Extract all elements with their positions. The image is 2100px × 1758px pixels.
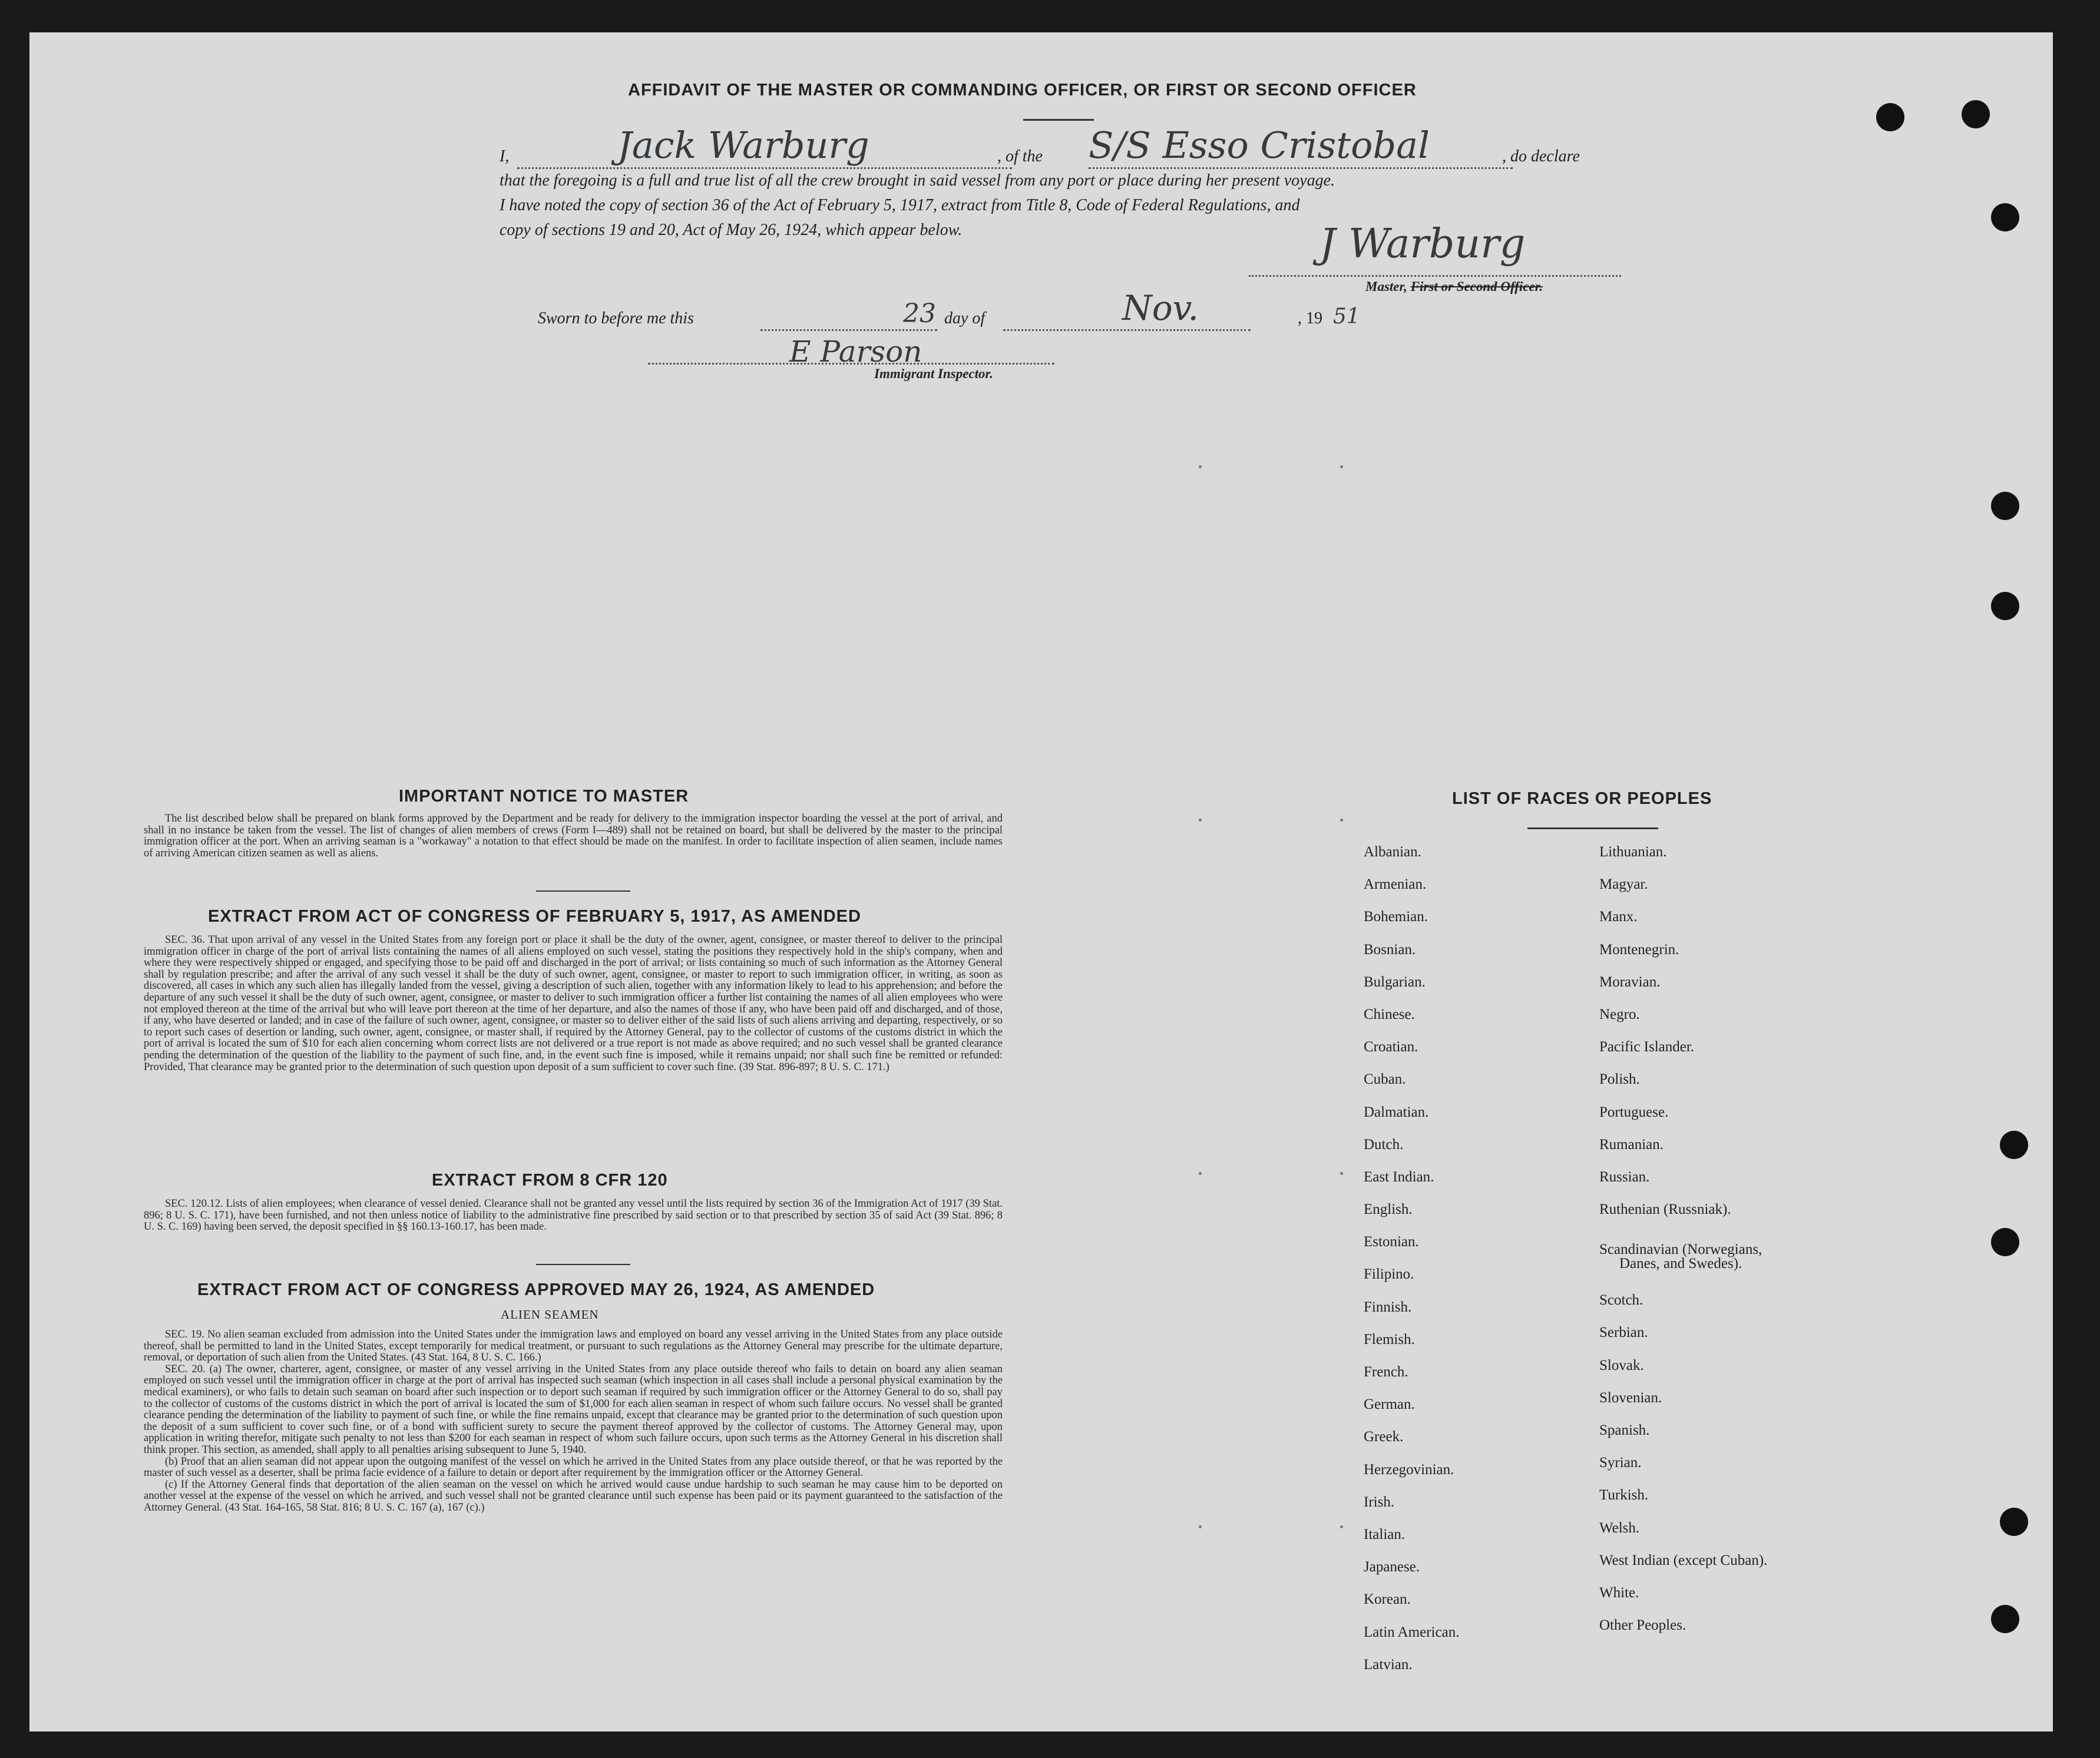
race-item: Slovenian. — [1599, 1389, 1662, 1406]
race-item: Slovak. — [1599, 1357, 1644, 1373]
races-left-column — [1364, 843, 1588, 1689]
race-item: Pacific Islander. — [1599, 1039, 1695, 1055]
race-item: Syrian. — [1599, 1455, 1642, 1471]
race-item: Japanese. — [1364, 1559, 1420, 1575]
race-item: Greek. — [1364, 1429, 1404, 1445]
declarant-handwritten: Jack Warburg — [617, 124, 869, 167]
race-item: Other Peoples. — [1599, 1617, 1686, 1634]
race-item: Bosnian. — [1364, 941, 1416, 958]
race-item — [1599, 1233, 1870, 1292]
scan-mark — [1340, 819, 1343, 822]
race-item: Chinese. — [1364, 1006, 1415, 1022]
race-item: Latin American. — [1364, 1624, 1460, 1640]
scan-mark — [1199, 1525, 1202, 1528]
scan-mark — [1199, 465, 1202, 468]
declaration-line-1: that the foregoing is a full and true list of all the crew brought in said vessel from any port or place during her present voyage. — [500, 171, 1335, 190]
race-item: Cuban. — [1364, 1071, 1406, 1088]
race-item: Irish. — [1364, 1494, 1395, 1510]
race-item: Rumanian. — [1599, 1136, 1664, 1153]
struck-officer-label: First or Second Officer. — [1410, 279, 1543, 294]
divider — [536, 890, 630, 892]
race-item: Russian. — [1599, 1168, 1650, 1185]
sworn-month-handwritten: Nov. — [1122, 288, 1199, 328]
section-20b-paragraph: (b) Proof that an alien seaman did not appear upon the outgoing manifest of the vessel on which he arrived in the United States from any place outside thereof, or that he was reported by the master of such vessel as a deserter, shall be prima facie evidence of a failure to detain or deport after requirement by the immigration officer or the Attorney General. — [144, 1455, 1003, 1479]
race-item: Montenegrin. — [1599, 941, 1679, 958]
race-item: Estonian. — [1364, 1234, 1419, 1250]
race-item: Filipino. — [1364, 1266, 1414, 1283]
inspector-signature-handwritten: E Parson — [789, 335, 922, 369]
notice-title: IMPORTANT NOTICE TO MASTER — [399, 787, 689, 806]
notice-paragraph: The list described below shall be prepared on blank forms approved by the Department and be ready for delivery to the immigration inspector boarding the vessel at the port of arrival, and shall in no instance be taken from the vessel. The list of changes of alien members of crews (Form I—489) shall not be retained on board, but shall be delivered by the master to the principal immigration officer at the port. When an arriving seaman is a "workaway" a notation to that effect should be made on the manifest. In order to facilitate inspection of alien seamen, include names of arriving American citizen seamen as well as aliens. — [144, 813, 1003, 859]
do-declare-label: , do declare — [1502, 147, 1580, 165]
extract-1924-text — [144, 1329, 1003, 1514]
punch-hole — [1876, 103, 1904, 131]
sworn-day-handwritten: 23 — [903, 299, 936, 329]
race-item: Armenian. — [1364, 876, 1427, 893]
master-signature-handwritten: J Warburg — [1319, 221, 1526, 267]
alien-seamen-subtitle: ALIEN SEAMEN — [501, 1307, 599, 1322]
race-item: Scotch. — [1599, 1292, 1643, 1309]
section-120-12-paragraph: SEC. 120.12. Lists of alien employees; when clearance of vessel denied. Clearance shall not be granted any vessel until the lists required by section 36 of the Immigration Act of 1917 (39 Stat. 896; 8 U. S. C. 171), have been furnished, and not then unless notice of liability to the administrative fine prescribed by said section or to that prescribed by section 35 of said Act (39 Stat. 896; 8 U. S. C. 169) having been served, the deposit specified in §§ 160.13-160.17, has been made. — [144, 1198, 1003, 1233]
race-item: French. — [1364, 1364, 1408, 1380]
race-item: East Indian. — [1364, 1168, 1434, 1185]
sworn-label: Sworn to before me this — [538, 309, 694, 327]
divider — [1023, 119, 1094, 121]
section-20a-paragraph: SEC. 20. (a) The owner, charterer, agent, consignee, or master of any vessel arriving in the United States from any place outside thereof who fails to detain on board any alien seaman employed on such vessel until the immigration officer in charge at the port of arrival has inspected such seaman (which inspection in all cases shall include a personal physical examination by the medical examiners), or who fails to detain such seaman on board after such inspection or to deport such seaman if required by such immigration officer or the Attorney General to do so, shall pay to the collector of customs of the customs district in which the port of arrival is located the sum of $1,000 for each alien seaman in respect of whom such failure occurs. No vessel shall be granted clearance pending the determination of the liability to payment of such fine, or while the fine remains unpaid, except that clearance may be granted prior to the determination of such question upon the deposit of a sum sufficient to cover such fine, or of a bond with sufficient surety to secure the payment thereof approved by the collector of customs. The Attorney General may, upon application in writing therefor, mitigate such penalty to not less than $200 for each seaman in respect of whom such failure occurs, upon such terms as the Attorney General in his discretion shall think proper. This section, as amended, shall apply to all penalties arising subsequent to June 5, 1940. — [144, 1363, 1003, 1456]
race-item: Manx. — [1599, 909, 1638, 925]
punch-hole — [1991, 1228, 2019, 1256]
punch-hole — [2000, 1508, 2028, 1536]
extract-1917-text — [144, 935, 1003, 1073]
race-item: Croatian. — [1364, 1039, 1418, 1055]
race-item: German. — [1364, 1396, 1415, 1413]
race-item: Korean. — [1364, 1591, 1411, 1608]
race-item: White. — [1599, 1584, 1639, 1601]
scan-mark — [1340, 465, 1343, 468]
race-item: Negro. — [1599, 1006, 1640, 1022]
inspector-label: Immigrant Inspector. — [874, 366, 993, 381]
race-item: Dutch. — [1364, 1136, 1404, 1153]
year-prefix: , 19 — [1298, 309, 1322, 327]
race-item: Portuguese. — [1599, 1104, 1669, 1120]
declaration-line-3: copy of sections 19 and 20, Act of May 26, 1924, which appear below. — [500, 221, 963, 239]
cfr-text — [144, 1199, 1003, 1233]
race-item: Albanian. — [1364, 844, 1421, 860]
race-item: Ruthenian (Russniak). — [1599, 1201, 1731, 1218]
race-item: Dalmatian. — [1364, 1104, 1429, 1120]
race-item: Bohemian. — [1364, 909, 1428, 925]
race-item: Italian. — [1364, 1526, 1405, 1542]
extract-1917-title: EXTRACT FROM ACT OF CONGRESS OF FEBRUARY 5, 1917, AS AMENDED — [208, 907, 861, 926]
races-right-column — [1599, 843, 1870, 1649]
sworn-line — [538, 288, 1421, 339]
race-item: Welsh. — [1599, 1519, 1640, 1536]
year-suffix-handwritten: 51 — [1333, 304, 1360, 329]
race-item: Herzegovinian. — [1364, 1461, 1454, 1478]
race-item: Lithuanian. — [1599, 844, 1667, 860]
race-item: Turkish. — [1599, 1487, 1649, 1504]
scan-mark — [1340, 1172, 1343, 1175]
race-item: Magyar. — [1599, 876, 1648, 893]
punch-hole — [1962, 100, 1990, 128]
race-item: Polish. — [1599, 1071, 1640, 1088]
race-item: Moravian. — [1599, 974, 1661, 990]
race-item: Bulgarian. — [1364, 974, 1426, 990]
scan-mark — [1199, 1172, 1202, 1175]
notice-text — [144, 813, 1003, 859]
race-item: Serbian. — [1599, 1325, 1648, 1341]
section-36-paragraph: SEC. 36. That upon arrival of any vessel in the United States from any foreign port or place it shall be the duty of the owner, agent, consignee, or master thereof to deliver to the principal immigration officer in charge of the port of arrival lists containing the names of all aliens employed on such vessel, stating the positions they respectively hold in the ship's company, when and where they were respectively shipped or engaged, and specifying those to be paid off and discharged in the port of arrival; or lists containing so much of such information as the Attorney General shall by regulation prescribe; and after the arrival of any such vessel it shall be the duty of such owner, agent, consignee, or master to report to such immigration officer, in writing, as soon as discovered, all cases in which any such alien has illegally landed from the vessel, giving a description of such alien, together with any information likely to lead to his apprehension; and before the departure of any such vessel it shall be the duty of such owner, agent, consignee, or master to deliver to such immigration officer a further list containing the names of all alien employees who were not employed thereon at the time of the arrival but who will leave port thereon at the time of her departure, and also the names of those if any, who have been paid off and discharged, and of those, if any, who have deserted or landed; and in case of the failure of such owner, agent, consignee, or master so to deliver either of the said lists of such aliens arriving and departing, respectively, or so to report such cases of desertion or landing, such owner, agent, consignee, or master shall, if required by the Attorney General, pay to the collector of customs of the customs district in which the port of arrival is located the sum of $10 for each alien concerning whom correct lists are not delivered or a true report is not made as above required; and no such vessel shall be granted clearance pending the determination of the question of the liability to the payment of such fine, and, in the event such fine is imposed, while it remains unpaid; nor shall such fine be remitted or refunded: Provided, That clearance may be granted prior to the determination of such question upon deposit of a sum sufficient to cover such fine. (39 Stat. 896-897; 8 U. S. C. 171.) — [144, 934, 1003, 1073]
i-label: I, — [500, 147, 510, 165]
race-item-line: Scandinavian (Norwegians, — [1599, 1241, 1762, 1258]
master-label: Master, — [1365, 279, 1407, 294]
section-20c-paragraph: (c) If the Attorney General finds that deportation of the alien seaman on the vessel on which he arrived would cause undue hardship to such seaman he may cause him to be deported on another vessel at the expense of the vessel on which he arrived, and such vessel shall not be granted clearance until such expense has been paid or its payment guaranteed to the satisfaction of the Attorney General. (43 Stat. 164-165, 58 Stat. 816; 8 U. S. C. 167 (a), 167 (c).) — [144, 1478, 1003, 1514]
race-item: English. — [1364, 1201, 1413, 1218]
scan-mark — [1340, 1525, 1343, 1528]
races-title: LIST OF RACES OR PEOPLES — [1452, 789, 1712, 808]
punch-hole — [1991, 492, 2019, 520]
extract-1924-title: EXTRACT FROM ACT OF CONGRESS APPROVED MAY 26, 1924, AS AMENDED — [197, 1280, 875, 1299]
section-19-paragraph: SEC. 19. No alien seaman excluded from admission into the United States under the immigration laws and employed on board any vessel arriving in the United States from any place outside thereof, shall be permitted to land in the United States, except temporarily for medical treatment, or pursuant to such regulations as the Attorney General may prescribe for the ultimate departure, removal, or deportation of such alien from the United States. (43 Stat. 164, 8 U. S. C. 166.) — [144, 1329, 1003, 1364]
race-item: West Indian (except Cuban). — [1599, 1552, 1768, 1568]
race-item-line: Danes, and Swedes). — [1619, 1256, 1742, 1272]
race-item: Latvian. — [1364, 1656, 1413, 1673]
punch-hole — [1991, 1605, 2019, 1633]
punch-hole — [2000, 1131, 2028, 1159]
race-item: Flemish. — [1364, 1331, 1415, 1348]
divider — [536, 1264, 630, 1265]
punch-hole — [1991, 592, 2019, 620]
race-item: Spanish. — [1599, 1422, 1650, 1438]
scan-mark — [1199, 819, 1202, 822]
day-of-label: day of — [944, 309, 985, 327]
vessel-handwritten: S/S Esso Cristobal — [1089, 124, 1430, 167]
race-item: Finnish. — [1364, 1299, 1412, 1315]
divider — [1527, 827, 1658, 829]
declaration-line-2: I have noted the copy of section 36 of the Act of February 5, 1917, extract from Title 8, Code of Federal Regulations, and — [500, 196, 1300, 214]
affidavit-title: AFFIDAVIT OF THE MASTER OR COMMANDING OFFICER, OR FIRST OR SECOND OFFICER — [628, 81, 1417, 100]
cfr-title: EXTRACT FROM 8 CFR 120 — [432, 1171, 668, 1190]
punch-hole — [1991, 203, 2019, 231]
master-role-label — [1365, 279, 1543, 294]
of-the-label: , of the — [997, 147, 1043, 165]
